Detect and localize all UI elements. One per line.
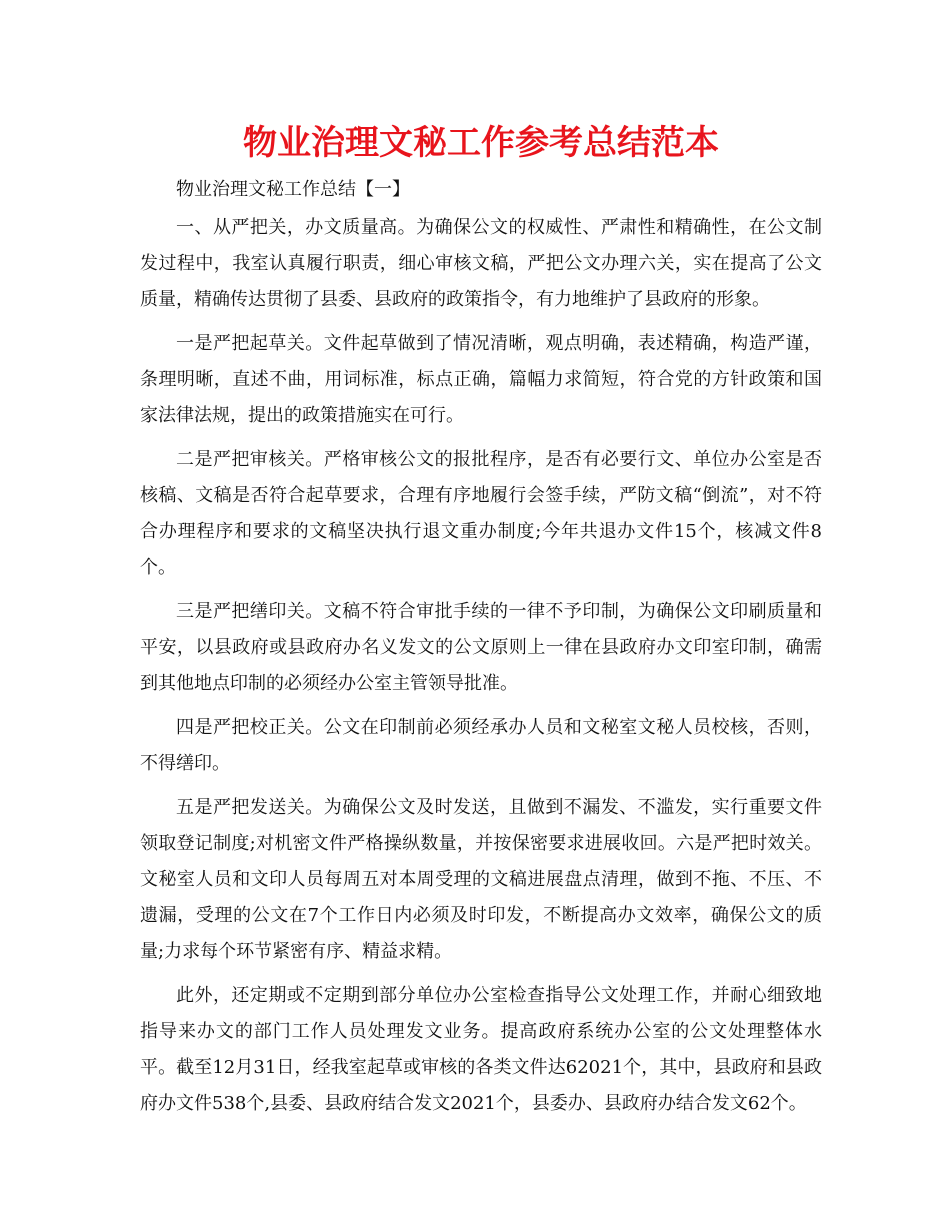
paragraph-3: 二是严把审核关。严格审核公文的报批程序，是否有必要行文、单位办公室是否核稿、文稿是否符合起草要求，合理有序地履行会签手续，严防文稿“倒流”，对不符合办理程序和要求的文稿坚决执行退文重办制度;今年共退办文件15个，核减文件8个。 xyxy=(140,449,822,578)
paragraph-1: 一、从严把关，办文质量高。为确保公文的权威性、严肃性和精确性，在公文制发过程中，我室认真履行职责，细心审核文稿，严把公文办理六关，实在提高了公文质量，精确传达贯彻了县委、县政府的政策指令，有力地维护了县政府的形象。 xyxy=(140,217,822,310)
paragraph-4: 三是严把缮印关。文稿不符合审批手续的一律不予印制，为确保公文印刷质量和平安，以县政府或县政府办名义发文的公文原则上一律在县政府办文印室印制，确需到其他地点印制的必须经办公室主管领导批准。 xyxy=(140,601,822,694)
paragraph-2: 一是严把起草关。文件起草做到了情况清晰，观点明确，表述精确，构造严谨，条理明晰，直述不曲，用词标准，标点正确，篇幅力求简短，符合党的方针政策和国家法律法规，提出的政策措施实在可行。 xyxy=(140,333,822,426)
paragraph-7: 此外，还定期或不定期到部分单位办公室检查指导公文处理工作，并耐心细致地指导来办文的部门工作人员处理发文业务。提高政府系统办公室的公文处理整体水平。截至12月31日，经我室起草或审核的各类文件达62021个，其中，县政府和县政府办文件538个,县委、县政府结合发文2021个，县委办、县政府办结合发文62个。 xyxy=(140,985,822,1114)
paragraph-5: 四是严把校正关。公文在印制前必须经承办人员和文秘室文秘人员校核，否则，不得缮印。 xyxy=(140,717,822,774)
section-subheading: 物业治理文秘工作总结【一】 xyxy=(176,179,410,200)
paragraph-6: 五是严把发送关。为确保公文及时发送，且做到不漏发、不滥发，实行重要文件领取登记制度;对机密文件严格操纵数量，并按保密要求进展收回。六是严把时效关。文秘室人员和文印人员每周五对本周受理的文稿进展盘点清理，做到不拖、不压、不遗漏，受理的公文在7个工作日内必须及时印发，不断提高办文效率，确保公文的质量;力求每个环节紧密有序、精益求精。 xyxy=(140,797,822,962)
document-title: 物业治理文秘工作参考总结范本 xyxy=(243,123,719,163)
